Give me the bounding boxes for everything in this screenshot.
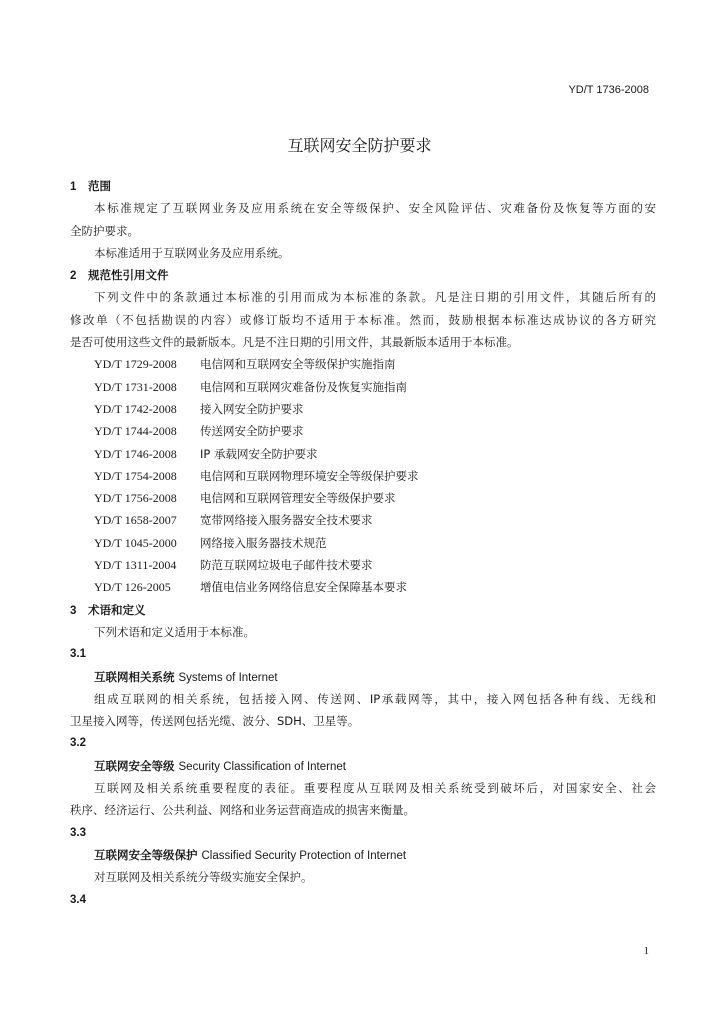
section-1-heading — [70, 175, 656, 197]
paragraph-line: 修改单（不包括勘误的内容）或修订版均不适用于本标准。然而，鼓励根据本标准达成协议的各方研究 — [70, 312, 656, 327]
term-chinese: 互联网安全等级保护 — [94, 847, 198, 862]
reference-item — [70, 398, 656, 420]
term-number: 3.4 — [70, 893, 86, 906]
reference-code: YD/T 1744-2008 — [94, 424, 177, 439]
term-heading — [70, 844, 656, 866]
reference-code: YD/T 1754-2008 — [94, 468, 177, 483]
reference-code: YD/T 1731-2008 — [94, 379, 177, 394]
term-english: Systems of Internet — [178, 671, 278, 684]
section-2-heading — [70, 264, 656, 286]
term-number: 3.3 — [70, 826, 86, 839]
reference-title: 增值电信业务网络信息安全保障基本要求 — [200, 580, 407, 595]
reference-code: YD/T 1045-2000 — [94, 535, 177, 550]
reference-title: 电信网和互联网安全等级保护实施指南 — [200, 357, 396, 372]
reference-item — [70, 532, 656, 554]
reference-item — [70, 554, 656, 576]
reference-title: 电信网和互联网管理安全等级保护要求 — [200, 491, 396, 506]
term-english: Security Classification of Internet — [178, 760, 346, 773]
definition-line: 秩序、经济运行、公共利益、网络和业务运营商造成的损害来衡量。 — [70, 803, 415, 818]
reference-code: YD/T 1658-2007 — [94, 513, 177, 528]
reference-title: 电信网和互联网物理环境安全等级保护要求 — [200, 468, 419, 483]
section-3-heading — [70, 599, 656, 621]
reference-code: YD/T 126-2005 — [94, 580, 171, 595]
paragraph-line: 本标准规定了互联网业务及应用系统在安全等级保护、安全风险评估、灾难备份及恢复等方面的安 — [94, 201, 656, 216]
term-heading — [70, 666, 656, 688]
section-number: 2 — [70, 270, 77, 283]
reference-code: YD/T 1742-2008 — [94, 401, 177, 416]
term-chinese: 互联网安全等级 — [94, 758, 175, 773]
standard-number: YD/T 1736-2008 — [568, 84, 649, 96]
reference-title: 宽带网络接入服务器安全技术要求 — [200, 513, 373, 528]
reference-item — [70, 487, 656, 509]
section-title: 术语和定义 — [88, 602, 146, 617]
reference-title: 电信网和互联网灾难备份及恢复实施指南 — [200, 379, 407, 394]
reference-title: 传送网安全防护要求 — [200, 424, 304, 439]
section-number: 3 — [70, 604, 77, 617]
reference-title: 接入网安全防护要求 — [200, 401, 304, 416]
reference-title: 网络接入服务器技术规范 — [200, 535, 327, 550]
definition-line: 卫星接入网等，传送网包括光缆、波分、SDH、卫星等。 — [70, 714, 360, 729]
term-number: 3.1 — [70, 648, 86, 661]
document-body — [70, 175, 656, 911]
reference-code: YD/T 1729-2008 — [94, 357, 177, 372]
reference-item — [70, 509, 656, 531]
page-number: 1 — [643, 945, 649, 957]
paragraph-line: 本标准适用于互联网业务及应用系统。 — [94, 245, 290, 260]
paragraph-line: 是否可使用这些文件的最新版本。凡是不注日期的引用文件，其最新版本适用于本标准。 — [70, 335, 519, 350]
paragraph-line: 全防护要求。 — [70, 223, 139, 238]
reference-list — [70, 353, 656, 598]
section-number: 1 — [70, 181, 77, 193]
reference-item — [70, 443, 656, 465]
reference-code: YD/T 1756-2008 — [94, 491, 177, 506]
paragraph-line: 下列文件中的条款通过本标准的引用而成为本标准的条款。凡是注日期的引用文件，其随后所有的 — [94, 290, 656, 305]
reference-title: 防范互联网垃圾电子邮件技术要求 — [200, 558, 373, 573]
definition-line: 互联网及相关系统重要程度的表征。重要程度从互联网及相关系统受到破坏后，对国家安全、社会 — [94, 781, 656, 796]
term-number: 3.2 — [70, 737, 86, 750]
reference-code: YD/T 1746-2008 — [94, 446, 177, 461]
definition-line: 对互联网及相关系统分等级实施安全保护。 — [94, 870, 313, 885]
reference-item — [70, 420, 656, 442]
document-title: 互联网安全防护要求 — [287, 136, 432, 155]
reference-item — [70, 576, 656, 598]
reference-item — [70, 465, 656, 487]
term-chinese: 互联网相关系统 — [94, 669, 175, 684]
section-title: 规范性引用文件 — [88, 268, 169, 283]
section-title: 范围 — [88, 179, 111, 193]
reference-code: YD/T 1311-2004 — [94, 558, 177, 573]
term-english: Classified Security Protection of Internet — [201, 849, 407, 862]
reference-item — [70, 376, 656, 398]
term-heading — [70, 755, 656, 777]
definition-line: 组成互联网的相关系统，包括接入网、传送网、IP承载网等，其中，接入网包括各种有线、无线和 — [94, 691, 656, 706]
reference-item — [70, 353, 656, 375]
reference-title: IP 承载网安全防护要求 — [200, 446, 318, 461]
paragraph-line: 下列术语和定义适用于本标准。 — [94, 624, 255, 639]
